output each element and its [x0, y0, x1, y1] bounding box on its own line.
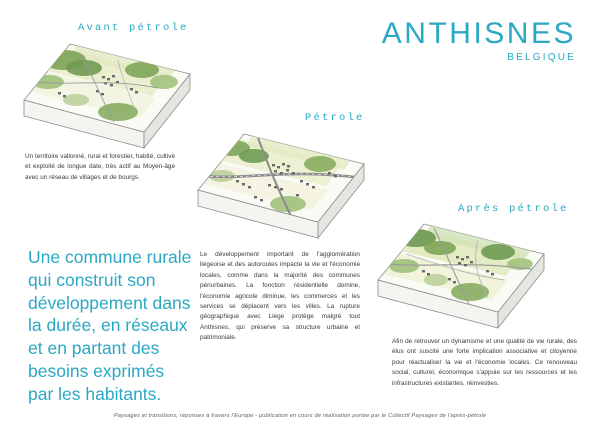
- caption-after-oil: Afin de retrouver un dynamisme et une qualité de vie rurale, des élus ont suscité une forte implication associative et citoyenne pour réactualiser la vie et l'économie locales. Ce renouveau social, culturel, économique s'appuie sur les ressources et les infrastructures existantes, réinvesties.: [392, 338, 577, 387]
- footer-credit: Paysages et transitions, réponses à travers l'Europe - publication en cours de réalisation portée par le Collectif Paysages de l'après-pétrole: [113, 413, 487, 419]
- landscape-block-after-oil: [372, 218, 552, 338]
- page-title: ANTHISNES: [381, 17, 576, 50]
- caption-before-oil: Un territoire vallonné, rural et forestier, habité, cultivé et exploité de longue date, très actif au Moyen-âge avec un réseau de villages et de bourgs.: [25, 153, 175, 181]
- page-subtitle: BELGIQUE: [507, 51, 576, 63]
- caption-oil: Le développement important de l'agglomération liégeoise et des autoroutes impacte la vie et l'économie locales, comme dans la majorité des communes périurbaines. La fonction résidentielle domine, l'économie agricole diminue, les commerces et les services se déplacent vers les villes. La rupture géographique avec Liège protège malgré tout Anthisnes, qui préserve sa structure urbaine et patrimoniale.: [200, 251, 360, 341]
- stage-label-after-oil: Après pétrole: [458, 203, 569, 215]
- landscape-block-oil: [192, 128, 372, 248]
- key-statement: Une commune rurale qui construit son développement dans la durée, en réseaux et en partant des besoins exprimés par les habitants.: [28, 247, 192, 404]
- title-block: [382, 18, 576, 63]
- stage-label-oil: Pétrole: [305, 112, 365, 124]
- stage-label-before-oil: Avant pétrole: [78, 22, 189, 34]
- landscape-block-before-oil: [18, 38, 198, 158]
